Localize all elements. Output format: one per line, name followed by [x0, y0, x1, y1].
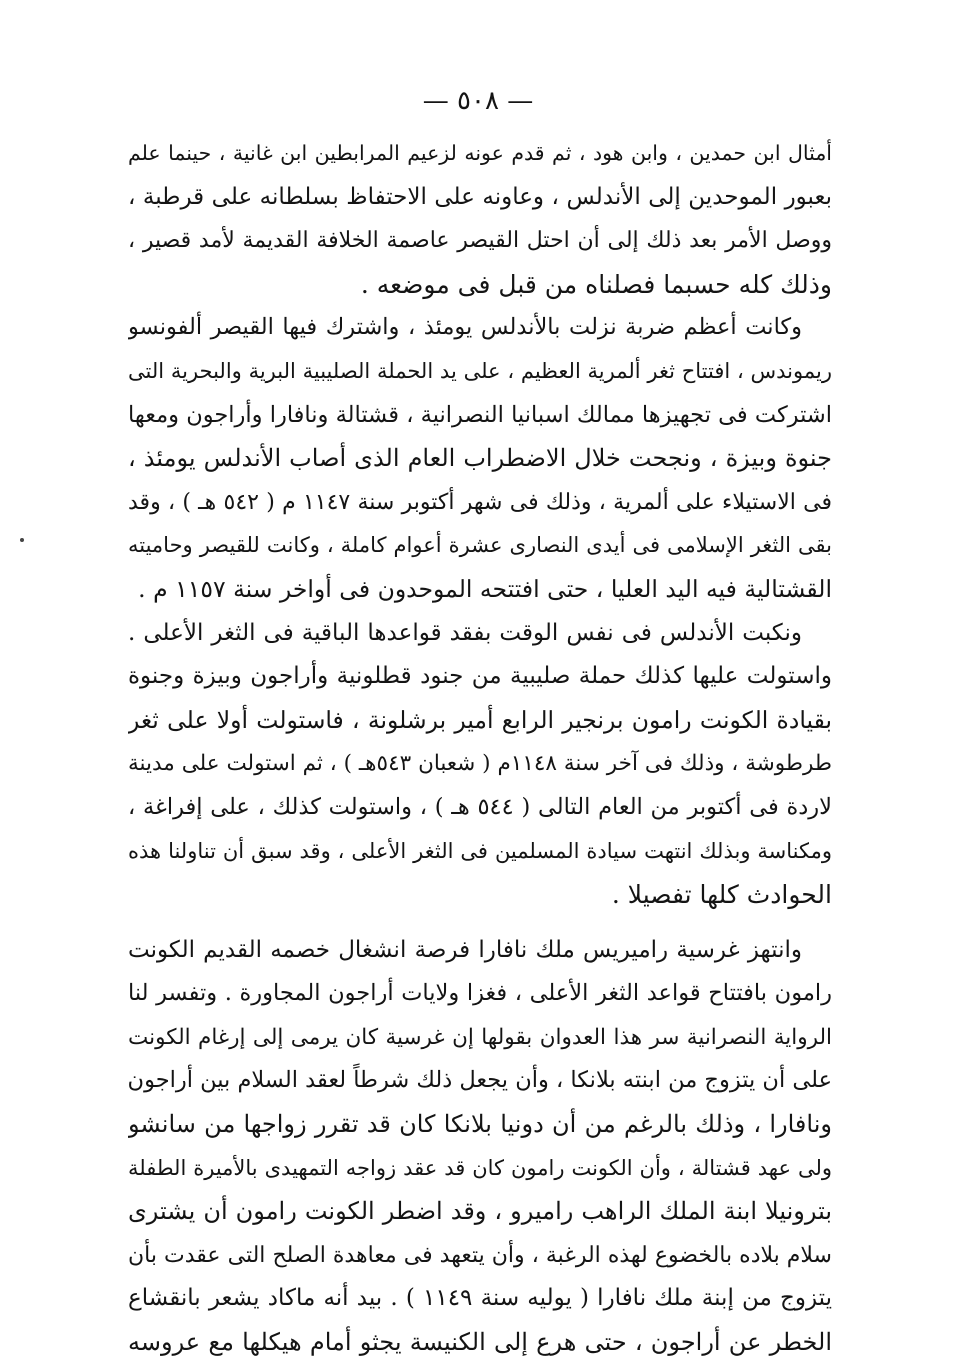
text-line: ولى عهد قشتالة ، وأن الكونت رامون كان قد عقد زواجه التمهيدى بالأميرة الطفلة	[128, 1155, 832, 1180]
text-line: الرواية النصرانية سر هذا العدوان بقولها إن غرسية كان يرمى إلى إرغام الكونت	[128, 1024, 832, 1050]
paragraph	[128, 306, 832, 611]
text-line: القشتالية فيه اليد العليا ، حتى افتتحه الموحدون فى أواخر سنة ١١٥٧ م .	[138, 574, 832, 603]
text-line: بعبور الموحدين إلى الأندلس ، وعاونه على الاحتفاظ بسلطانه على قرطبة ،	[128, 183, 832, 210]
paragraph	[128, 612, 832, 917]
ink-speck	[20, 538, 24, 542]
body-text	[128, 132, 832, 1365]
text-line: ومكناسة وبذلك انتهت سيادة المسلمين فى الثغر الأعلى ، وقد سبق أن تناولنا هذه	[128, 838, 832, 863]
paragraph-gap	[128, 917, 832, 929]
text-line: الخطر عن أراجون ، حتى هرع إلى الكنيسة يجثو أمام هيكلها مع عروسه	[128, 1328, 832, 1357]
text-line: طرطوشة ، وذلك فى آخر سنة ١١٤٨م ( شعبان ٥٤٣هـ ) ، ثم استولت على مدينة	[128, 751, 832, 777]
paragraph	[128, 929, 832, 1365]
text-line: بقى الثغر الإسلامى فى أيدى النصارى عشرة أعوام كاملة ، وكانت للقيصر وحاميته	[128, 533, 832, 558]
text-line: بترونيلا ابنة الملك الراهب راميرو ، وقد اضطر الكونت رامون أن يشترى	[128, 1197, 832, 1226]
text-line: وكانت أعظم ضربة نزلت بالأندلس يومئذ ، واشترك فيها القيصر ألفونسو	[128, 314, 802, 341]
text-line: جنوة وبيزة ، ونجحت خلال الاضطراب العام الذى أصاب الأندلس يومئذ ،	[128, 444, 832, 473]
text-line: ونكبت الأندلس فى نفس الوقت بفقد قواعدها الباقية فى الثغر الأعلى .	[128, 619, 802, 646]
text-line: لاردة فى أكتوبر من العام التالى ( ٥٤٤ هـ ) ، واستولت كذلك ، على إفراغة ،	[128, 793, 832, 820]
text-line: أمثال ابن حمدين ، وابن هود ، ثم قدم عونه لزعيم المرابطين ابن غانية ، حينما علم	[128, 141, 832, 165]
text-line: بقيادة الكونت رامون برنجير الرابع أمير برشلونة ، فاستولت أولا على ثغر	[128, 705, 832, 734]
page-number: — ٥٠٨ —	[422, 86, 534, 116]
text-line: ريموندس ، افتتاح ثغر ألمرية العظيم ، على يد الحملة الصليبية البرية والبحرية التى	[128, 358, 832, 383]
text-line: ونافارا ، وذلك بالرغم من أن دونيا بلانكا كان قد تقرر زواجها من سانشو	[128, 1110, 832, 1139]
text-line: على أن يتزوج من ابنته بلانكا ، وأن يجعل ذلك شرطاً لعقد السلام بين أراجون	[128, 1067, 832, 1094]
paragraph	[128, 132, 832, 306]
text-line: رامون بافتتاح قواعد الثغر الأعلى ، فغزا ولايات أراجون المجاورة . وتفسر لنا	[128, 980, 832, 1007]
text-line: سلام بلاده بالخضوع لهذه الرغبة ، وأن يتعهد فى معاهدة الصلح التى عقدت بأن	[128, 1242, 832, 1268]
text-line: ووصل الأمر بعد ذلك إلى أن احتل القيصر عاصمة الخلافة القديمة لأمد قصير ،	[128, 228, 832, 254]
text-line: الحوادث كلها تفصيلا .	[611, 880, 832, 910]
text-line: وذلك كله حسبما فصلناه من قبل فى موضعه .	[360, 269, 832, 299]
text-line: وانتهز غرسية راميريس ملك نافارا فرصة انشغال خصمه القديم الكونت	[128, 936, 802, 963]
text-line: اشتركت فى تجهيزها ممالك اسبانيا النصرانية ، قشتالة ونافارا وأراجون ومعها	[128, 401, 832, 428]
text-line: فى الاستيلاء على ألمرية ، وذلك فى شهر أكتوبر سنة ١١٤٧ م ( ٥٤٢ هـ ) ، وقد	[128, 489, 832, 515]
text-line: واستولت عليها كذلك حملة صليبية من جنود قطلونية وأراجون وبيزة وجنوة	[128, 663, 832, 690]
text-line: يتزوج من إبنة ملك نافارا ( يوليه سنة ١١٤٩ ) . بيد أنه ماكاد يشعر بانقشاع	[128, 1285, 832, 1312]
